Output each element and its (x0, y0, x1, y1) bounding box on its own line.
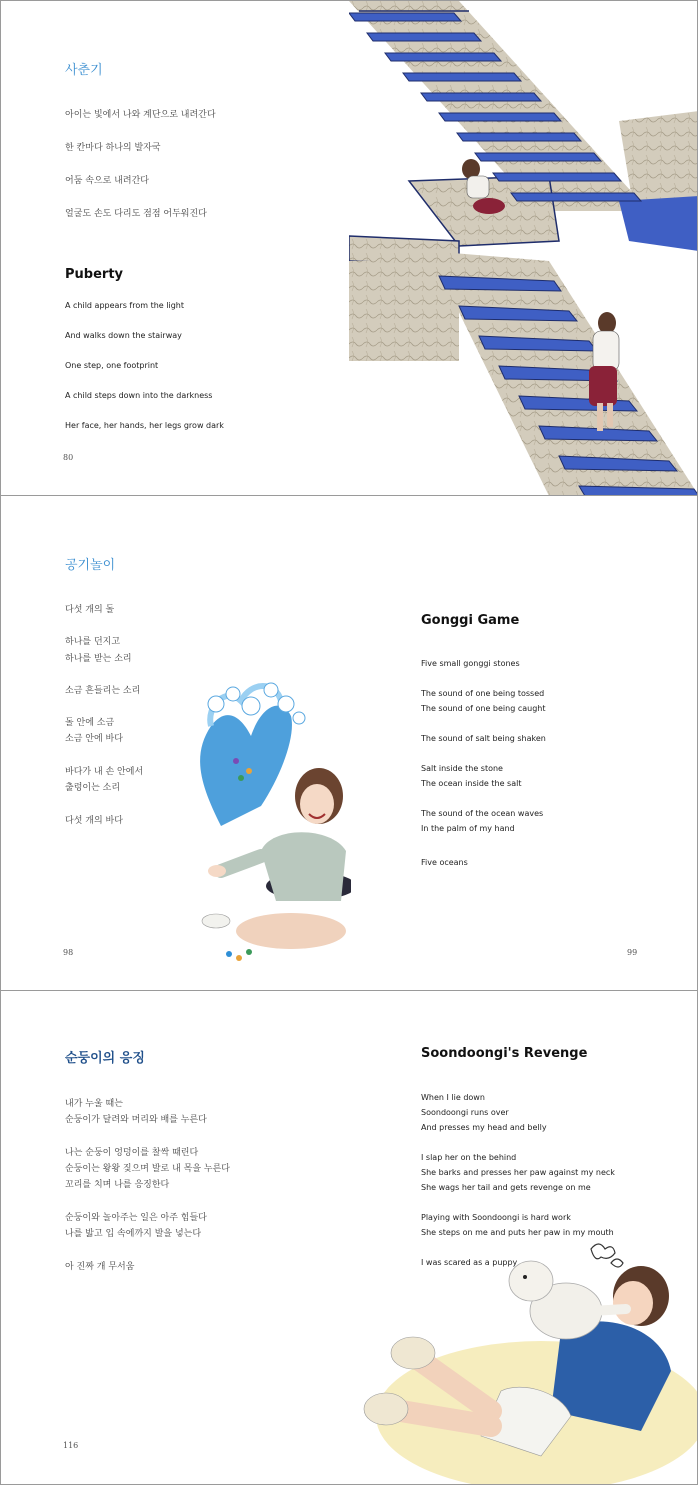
english-line: The sound of the ocean waves (421, 809, 544, 818)
korean-line: 순둥이가 달려와 머리와 배를 누른다 (65, 1115, 207, 1125)
korean-title: 사춘기 (65, 63, 103, 78)
korean-line: 바다가 내 손 안에서 (65, 767, 144, 777)
korean-line: 아이는 빛에서 나와 계단으로 내려간다 (65, 110, 216, 120)
english-line: And walks down the stairway (65, 331, 182, 340)
korean-line: 소금 흔들리는 소리 (65, 686, 141, 696)
english-line: Salt inside the stone (421, 764, 503, 773)
gonggi-girl-illustration (181, 676, 351, 976)
english-line: In the palm of my hand (421, 824, 515, 833)
page-soondoongi-revenge (0, 990, 698, 1485)
korean-line: 얼굴도 손도 다리도 점점 어두워진다 (65, 209, 207, 219)
english-line: One step, one footprint (65, 361, 159, 370)
page-number: 80 (63, 453, 74, 462)
english-line: The sound of one being caught (421, 704, 546, 713)
english-line: A child steps down into the darkness (65, 391, 213, 400)
korean-line: 꼬리를 치며 나를 응징한다 (65, 1180, 170, 1190)
korean-title: 공기놀이 (65, 558, 116, 573)
english-line: Her face, her hands, her legs grow dark (65, 421, 224, 430)
english-line: She barks and presses her paw against my neck (421, 1168, 615, 1177)
english-title: Soondoongi's Revenge (421, 1046, 588, 1061)
page-number-left: 98 (63, 948, 74, 957)
korean-line: 출렁이는 소리 (65, 783, 121, 793)
korean-line: 돌 안에 소금 (65, 718, 115, 728)
korean-line: 나는 순둥이 엉덩이를 찰싹 때린다 (65, 1148, 199, 1158)
english-line: She steps on me and puts her paw in my mouth (421, 1228, 614, 1237)
english-title: Puberty (65, 267, 124, 282)
english-line: Soondoongi runs over (421, 1108, 509, 1117)
page-number: 116 (63, 1441, 79, 1450)
korean-line: 하나를 받는 소리 (65, 654, 132, 664)
english-line: And presses my head and belly (421, 1123, 547, 1132)
english-line: I was scared as a puppy (421, 1258, 518, 1267)
korean-line: 다섯 개의 돌 (65, 605, 115, 615)
korean-line: 순둥이와 놀아주는 일은 아주 힘들다 (65, 1213, 207, 1223)
english-line: The sound of one being tossed (421, 689, 545, 698)
english-line: A child appears from the light (65, 301, 184, 310)
korean-line: 순둥이는 왕왕 짖으며 발로 내 목을 누른다 (65, 1164, 230, 1174)
english-line: She wags her tail and gets revenge on me (421, 1183, 591, 1192)
page-number-right: 99 (627, 948, 638, 957)
korean-line: 소금 안에 바다 (65, 734, 123, 744)
staircase-illustration (349, 1, 698, 496)
english-line: Playing with Soondoongi is hard work (421, 1213, 571, 1222)
korean-line: 다섯 개의 바다 (65, 816, 123, 826)
english-line: The sound of salt being shaken (421, 734, 546, 743)
korean-line: 하나를 던지고 (65, 637, 121, 647)
english-line: I slap her on the behind (421, 1153, 517, 1162)
korean-title: 순둥이의 응징 (65, 1051, 145, 1066)
korean-line: 나를 밟고 입 속에까지 발을 넣는다 (65, 1229, 202, 1239)
english-line: Five oceans (421, 858, 468, 867)
page-puberty (0, 0, 698, 496)
page-gonggi-game (0, 495, 698, 991)
korean-line: 한 칸마다 하나의 발자국 (65, 143, 161, 153)
korean-line: 아 진짜 개 무서움 (65, 1262, 135, 1272)
english-line: The ocean inside the salt (421, 779, 522, 788)
korean-line: 어둠 속으로 내려간다 (65, 176, 149, 186)
korean-line: 내가 누울 때는 (65, 1099, 123, 1109)
english-line: When I lie down (421, 1093, 485, 1102)
english-title: Gonggi Game (421, 613, 520, 628)
girl-and-dog-illustration (341, 1241, 698, 1485)
english-line: Five small gonggi stones (421, 659, 520, 668)
